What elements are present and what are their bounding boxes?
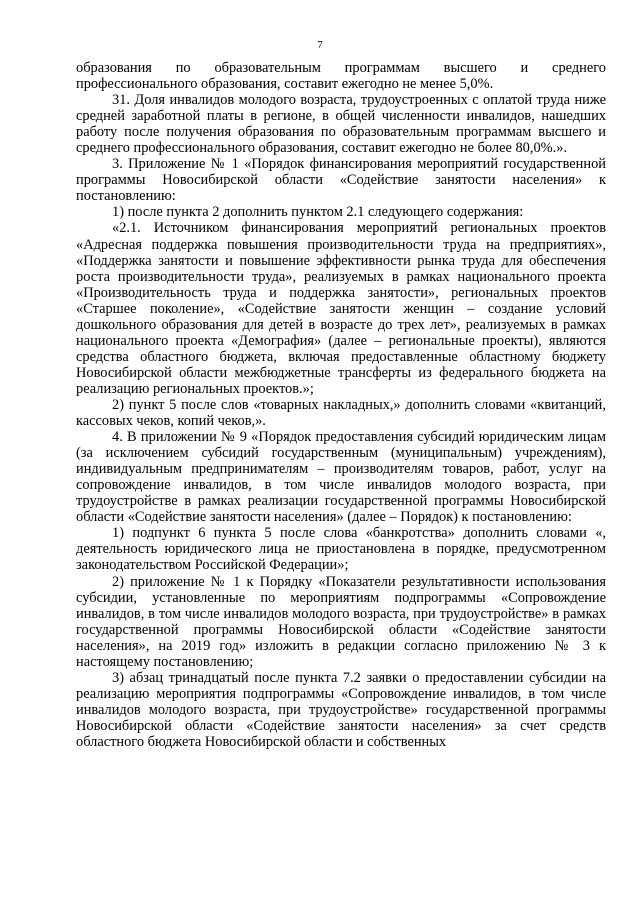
paragraph: 1) после пункта 2 дополнить пунктом 2.1 следующего содержания: (112, 204, 524, 221)
page-number: 7 (317, 39, 323, 51)
paragraph: 1) подпункт 6 пункта 5 после слова «банкротства» дополнить словами «, деятельность юридического лица не приостановлена в порядке, предусмотренном законодательством Российской Федерации»; (76, 525, 606, 574)
paragraph: 3. Приложение № 1 «Порядок финансирования мероприятий государственной программы Новосибирской области «Содействие занятости населения» к постановлению: (76, 156, 606, 205)
document-body (76, 60, 606, 750)
paragraph: 4. В приложении № 9 «Порядок предоставления субсидий юридическим лицам (за исключением субсидий государственным (муниципальным) учреждениям), индивидуальным предпринимателям – производителям товаров, работ, услуг на сопровождение инвалидов, в том числе инвалидов молодого возраста, при трудоустройстве в рамках реализации государственной программы Новосибирской области «Содействие занятости населения» (далее – Порядок) к постановлению: (76, 429, 606, 526)
paragraph: образования по образовательным программам высшего и среднего профессионального образования, составит ежегодно не менее 5,0%. (76, 60, 606, 93)
paragraph: 2) пункт 5 после слов «товарных накладных,» дополнить словами «квитанций, кассовых чеков, копий чеков,». (76, 396, 606, 430)
paragraph: 2) приложение № 1 к Порядку «Показатели результативности использования субсидии, установленные по мероприятиям подпрограммы «Сопровождение инвалидов, в том числе инвалидов молодого возраста, при трудоустройстве» в рамках государственной программы Новосибирской области «Содействие занятости населения», на 2019 год» изложить в редакции согласно приложению № 3 к настоящему постановлению; (76, 573, 606, 670)
paragraph: 3) абзац тринадцатый после пункта 7.2 заявки о предоставлении субсидии на реализацию мероприятия подпрограммы «Сопровождение инвалидов, в том числе инвалидов молодого возраста, при трудоустройстве» государственной программы Новосибирской области «Содействие занятости населения» за счет средств областного бюджета Новосибирской области и собственных (76, 669, 606, 750)
paragraph: 31. Доля инвалидов молодого возраста, трудоустроенных с оплатой труда ниже средней заработной платы в регионе, в общей численности инвалидов, нашедших работу после получения образования по образовательным программам высшего и среднего профессионального образования, составит ежегодно не более 80,0%.». (76, 92, 606, 157)
paragraph: «2.1. Источником финансирования мероприятий региональных проектов «Адресная поддержка повышения производительности труда на предприятиях», «Поддержка занятости и повышение эффективности рынка труда для обеспечения роста производительности труда», реализуемых в рамках национального проекта «Производительность труда и поддержка занятости», региональных проектов «Старшее поколение», «Содействие занятости женщин – создание условий дошкольного образования для детей в возрасте до трех лет», реализуемых в рамках национального проекта «Демография» (далее – региональные проекты), являются средства областного бюджета, включая предоставленные областному бюджету Новосибирской области межбюджетные трансферты из федерального бюджета на реализацию региональных проектов.»; (76, 220, 606, 397)
